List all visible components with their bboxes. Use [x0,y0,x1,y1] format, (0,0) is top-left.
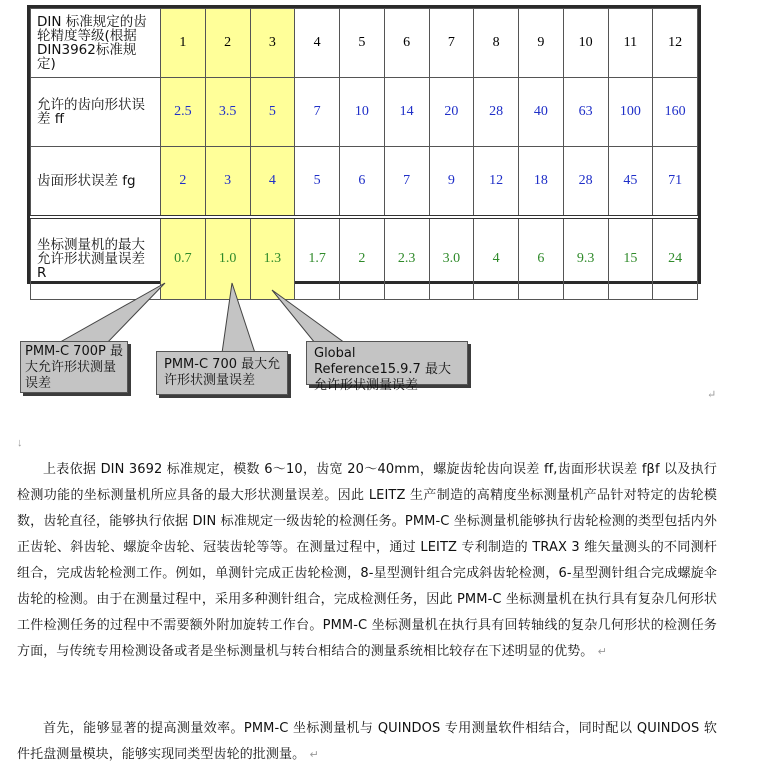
fg-cell: 3 [205,147,250,218]
grade-cell: 2 [205,9,250,78]
row-header-grade: DIN 标准规定的齿轮精度等级(根据 DIN3962标准规定) [31,9,161,78]
callout-text: Global Reference15.9.7 最大允许形状测量误差 [314,346,451,393]
row-header-r: 坐标测量机的最大允许形状测量误差 R [31,217,161,300]
fg-cell: 9 [429,147,474,218]
callout-global-reference [306,341,468,393]
grade-cell: 12 [653,9,698,78]
paragraph-text: 上表依据 DIN 3692 标准规定，模数 6～10，齿宽 20～40mm，螺旋齿轮齿向误差 ff,齿面形状误差 fβf 以及执行检测功能的坐标测量机所应具备的最大形状测量误差。因此 LEITZ 生产制造的高精度坐标测量机产品针对特定的齿轮模数，齿轮直径，能够执行依据 DIN 标准规定一级齿轮的检测任务。PMM-C 坐标测量机能够执行齿轮检测的类型包括内外正齿轮、斜齿轮、螺旋伞齿轮、冠装齿轮等等。在测量过程中，通过 LEITZ 专利制造的 TRAX 3 维矢量测头的不同测杆组合，完成齿轮检测工作。例如，单测针完成正齿轮检测，8-星型测针组合完成斜齿轮检测，6-星型测针组合完成螺旋伞齿轮的检测。由于在测量过程中，采用多种测针组合，完成检测任务，因此 PMM-C 坐标测量机在执行具有复杂几何形状工件检测任务的过程中不需要额外附加旋转工作台。PMM-C 坐标测量机在执行具有回转轴线的复杂几何形状的检测任务方面，与传统专用检测设备或者是坐标测量机与转台相结合的测量系统相比较存在下述明显的优势。 [17,462,717,659]
r-cell: 1.3 [250,217,295,300]
row-header-ff: 允许的齿向形状误差 ff [31,78,161,147]
ff-cell: 14 [384,78,429,147]
pointer-global [272,290,345,343]
fg-cell: 71 [653,147,698,218]
arrow-mark: ↓ [17,437,23,449]
ff-cell: 7 [295,78,340,147]
r-cell: 3.0 [429,217,474,300]
ff-cell: 2.5 [161,78,206,147]
r-cell: 1.7 [295,217,340,300]
paragraph-text: 首先，能够显著的提高测量效率。PMM-C 坐标测量机与 QUINDOS 专用测量软件相结合，同时配以 QUINDOS 软件托盘测量模块，能够实现同类型齿轮的批测量。 [17,721,717,762]
fg-cell: 5 [295,147,340,218]
r-cell: 9.3 [563,217,608,300]
paragraph-second [17,716,717,768]
ff-cell: 40 [519,78,564,147]
r-cell: 2 [340,217,385,300]
ff-cell: 100 [608,78,653,147]
fg-cell: 28 [563,147,608,218]
grade-cell: 5 [340,9,385,78]
callout-text: PMM-C 700 最大允许形状测量误差 [164,357,281,388]
row-header-fg: 齿面形状误差 fg [31,147,161,218]
return-mark: ↵ [309,748,319,761]
ff-cell: 20 [429,78,474,147]
fg-cell: 45 [608,147,653,218]
callout-text: PMM-C 700P 最大允许形状测量误差 [25,344,123,391]
fg-cell: 18 [519,147,564,218]
fg-cell: 2 [161,147,206,218]
grade-cell: 11 [608,9,653,78]
grade-cell: 7 [429,9,474,78]
fg-cell: 4 [250,147,295,218]
return-mark: ↵ [597,645,607,658]
grade-cell: 4 [295,9,340,78]
r-cell: 2.3 [384,217,429,300]
r-cell: 4 [474,217,519,300]
grade-cell: 10 [563,9,608,78]
callout-pmm-c-700p [20,341,128,393]
fg-cell: 7 [384,147,429,218]
grade-cell: 1 [161,9,206,78]
ff-cell: 10 [340,78,385,147]
pointer-700 [222,283,255,353]
r-cell: 0.7 [161,217,206,300]
fg-cell: 12 [474,147,519,218]
return-mark: ↵ [707,389,717,401]
r-cell: 15 [608,217,653,300]
grade-cell: 3 [250,9,295,78]
grade-cell: 6 [384,9,429,78]
ff-cell: 5 [250,78,295,147]
r-cell: 1.0 [205,217,250,300]
fg-cell: 6 [340,147,385,218]
grade-cell: 9 [519,9,564,78]
r-cell: 24 [653,217,698,300]
ff-cell: 160 [653,78,698,147]
ff-cell: 63 [563,78,608,147]
r-cell: 6 [519,217,564,300]
callout-pmm-c-700 [156,351,288,395]
ff-cell: 28 [474,78,519,147]
paragraph-main [17,457,717,665]
grade-cell: 8 [474,9,519,78]
pointer-700p [55,283,165,345]
ff-cell: 3.5 [205,78,250,147]
